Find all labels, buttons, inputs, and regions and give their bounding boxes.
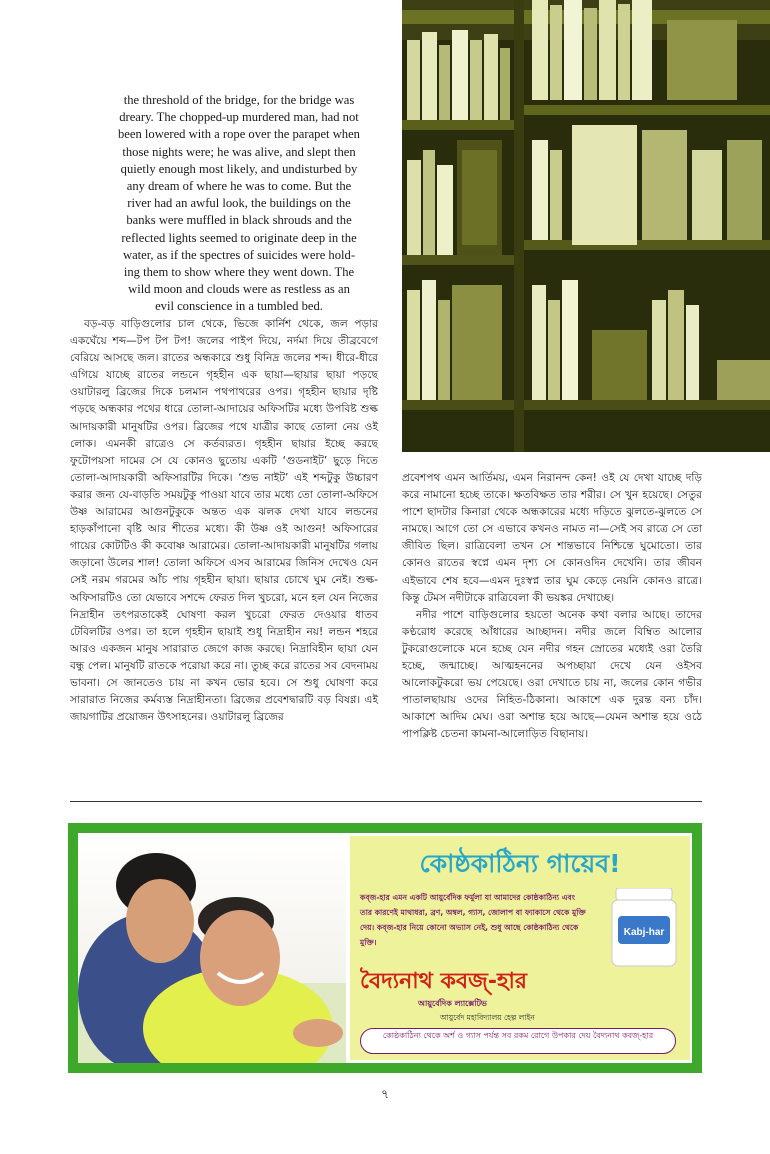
quote-line: any dream of where he was to come. But the	[126, 179, 352, 194]
ad-brand: বৈদ্যনাথ কবজ্‌-হার	[360, 969, 527, 994]
quote-line: river had an awful look, the buildings on the	[127, 196, 351, 211]
bookshelf-photo	[402, 0, 770, 452]
ad-contact: আয়ুর্বেদ মহাবিদ্যালয় হেল্প লাইন	[440, 1013, 535, 1022]
quote-line: the threshold of the bridge, for the bridge was	[123, 93, 355, 107]
quote-line: wild moon and clouds were as restless as an	[128, 282, 350, 297]
quote-line: those nights were; he was alive, and slept then	[122, 144, 356, 159]
english-quote	[108, 92, 370, 316]
quote-line: quietly enough most likely, and undisturbed by	[120, 161, 358, 176]
ad-photo	[78, 833, 346, 1063]
ad-inner	[78, 833, 692, 1063]
body-paragraph: বড়-বড় বাড়িগুলোর চাল থেকে, ভিজে কার্নিশ থেকে, জল পড়ার একঘেঁয়ে শব্দ—টপ টপ টপ! জলের পাইপ দিয়ে, নর্দমা দিয়ে তীব্রবেগে বেরিয়ে আসছে জল। রাতের অন্ধকারে শুধু বিনিদ্র জলের শব্দ। ধীরে-ধীরে এগিয়ে যাচ্ছে রাতের লন্ডনে গৃহহীন এক ছায়া—ছায়ার ছায়া পড়ছে ওয়াটারলু ব্রিজের দিকে চলমান পথপাথরের ওপর। গৃহহীন ছায়ার দৃষ্টি পড়ছে অন্ধকার পথের ধারে তোলা-আদায়ের অফিসটির মধ্যে উপবিষ্ট শুল্ক আদায়কারী মানুষটির ওপর। ব্রিজের পথে যাত্রীর কাছে তোলা নেয় ওই লোক। এমনকী রাত্রেও সে কর্তব্যরত। গৃহহীন ছায়ার ইচ্ছে করছে ফুটোপয়সা দামের সে যে কোনও ছুতোয় একটি ‘গুডনাইট’ ছুড়ে দিতে তোলা-আদায়কারী অফিসারটির দিকে। ‘শুভ নাইট’ এই শব্দটুকু উচ্চারণ করার জন্য যে-বাড়তি সময়টুকু পাওয়া যাবে তার মধ্যে তো তোলা-অফিসে উষ্ণ আরামের আগুনটুকুকে অন্তত এক ঝলক দেখা যাবে লন্ডনের হাড়কাঁপানো বৃষ্টি আর শীতের মধ্যে। কী উষ্ণ ওই আগুন! অফিসারের গায়ের কোটটিও কী কবোষ্ণ আরামের। তোলা-আদায়কারী মানুষটির গলায় জড়ানো উলের শাল! তোলা অফিসে এসব আরামের জিনিস দেখেও যেন সেই নরম গরমের আঁচ পায় গৃহহীন ছায়া। ছায়ার চোখে ঘুম নেই। শুল্ক-অফিসারটিও তো যেভাবে সশব্দে ফেরত দিল খুচরো, মনে হল যেন নিজের নিদ্রাহীন তৎপরতাকেই ঘোষণা করল খুচরো ফেরত দেওয়ার ধাতব টেবিলটির ওপর। তা হলে গৃহহীন ছায়াই শুধু নিদ্রাহীন নয়! লন্ডন শহরে আরও একজন মানুষ সারারাত জেগে কাজ করছে। নিদ্রাবিহীন ছায়া যেন বন্ধু পেল। মানুষটি রাতকে পরোয়া করে না। তুচ্ছ করে রাতের সব বেদনাময় ভাবনা। সে জানতেও চায় না কখন ভোর হবে। সে শুধু ঘোষণা করে সারারাত নিজের কর্মব্যস্ত নিদ্রাহীনতা। ব্রিজের প্রবেশদ্বারটি বড় বিষণ্ণ। এই জায়গাটির প্রয়োজন উৎসাহনের। ওয়াটারলু ব্রিজের	[70, 318, 378, 724]
body-column-left	[70, 316, 378, 726]
quote-line: evil conscience in a tumbled bed.	[155, 299, 323, 314]
ad-people-illustration	[78, 833, 346, 1063]
ad-tagline: আয়ুর্বেদিক ল্যাক্সেটিভ	[418, 999, 487, 1008]
ad-headline: কোষ্ঠকাঠিন্য গায়েব!	[419, 849, 621, 878]
ad-text-panel	[350, 836, 690, 1060]
quote-line: water, as if the spectres of suicides were hold-	[122, 247, 356, 262]
jar-label: Kabj-har	[623, 927, 665, 938]
body-paragraph: প্রবেশপথ এমন আর্তিময়, এমন নিরানন্দ কেন! ওই যে দেখা যাচ্ছে দড়ি করে নামানো হচ্ছে তাকে। ক্ষতবিক্ষত তার শরীর। সে খুন হয়েছে। সেতুর পাশে ছাদটার কিনারা থেকে অন্ধকারের মধ্যে দড়িতে ঝুলতে-ঝুলতে সে নামছে। আগে তো সে এভাবে কখনও নামত না—সেই সব রাত্রে সে তো জীবিত ছিল। রাত্রিবেলা তখন সে শান্তভাবে নিশ্চিন্তে ঘুমোতো। তার কোনও রাতের স্বপ্নে এমন দৃশ্য সে কোনওদিন দেখেনি। তার জীবন এইভাবে শেষ হবে—এমন দুঃস্বপ্ন তার ঘুম কেড়ে নেয়নি কোনও রাত্রে। কিন্তু টেমস নদীটাকে রাত্রিবেলা কী ভয়ঙ্কর দেখাচ্ছে।	[402, 472, 702, 604]
body-column-right	[402, 470, 702, 744]
product-jar-icon	[610, 888, 678, 968]
quote-line: ing them to show where they went down. The	[123, 265, 355, 280]
ad-footer-banner: কোষ্ঠকাঠিন্য থেকে অর্শ ও গ্যাস পর্যন্ত সব রকম রোগে উপকার দেয় বৈদ্যনাথ কবজ্‌-হার	[360, 1028, 676, 1054]
body-paragraph: নদীর পাশে বাড়িগুলোর হয়তো অনেক কথা বলার আছে। তাদের কণ্ঠরোধ করেছে আঁধারের আচ্ছাদন। নদীর জলে বিম্বিত আলোর টুকরোগুলোকে মনে হচ্ছে যেন নদীর গহন স্রোতের মধ্যেই ওরা তৈরি হচ্ছে, জন্মাচ্ছে। আত্মহননের অপচ্ছায়া দেখে যেন ওইসব আলোকটুকরো ভয় পেয়েছে। ওরা দেখাতে চায় না, জলের কোন গভীর পাতালছায়ায় ওদের নিহিত-ঠিকানা। আকাশে এক দুরন্ত বন্য চাঁদ। আকাশে আদিম মেঘ। ওরা অশান্ত হয়ে আছে—যেমন অশান্ত হয়ে ওঠে পাপক্লিষ্ট চেতনা কামনা-আলোড়িত বিছানায়।	[402, 608, 702, 741]
page-number: ৭	[381, 1087, 389, 1101]
advertisement	[68, 823, 702, 1073]
section-divider	[70, 801, 702, 802]
bookshelf-illustration	[402, 0, 770, 452]
quote-line: been lowered with a rope over the parapet when	[118, 127, 360, 142]
ad-body-text: কব্‌জ-হার এমন একটি আয়ুর্বেদিক ফর্মুলা যা আমাদের কোষ্ঠকাঠিন্য এবং তার কারণেই মাথাধরা, ব্রণ, অম্বল, গ্যাস, জোলাপ বা ফ্যাকাসে থেকে মুক্তি দেয়। কব্‌জ-হার নিয়ে কোনো অভ্যাস নেই, শুধু আছে কোষ্ঠকাঠিন্য থেকে মুক্তি।	[360, 893, 586, 947]
product-jar	[610, 888, 678, 968]
quote-line: banks were muffled in black shrouds and the	[126, 213, 352, 228]
quote-line: dreary. The chopped-up murdered man, had not	[119, 110, 359, 125]
quote-line: reflected lights seemed to originate deep in the	[121, 230, 357, 245]
